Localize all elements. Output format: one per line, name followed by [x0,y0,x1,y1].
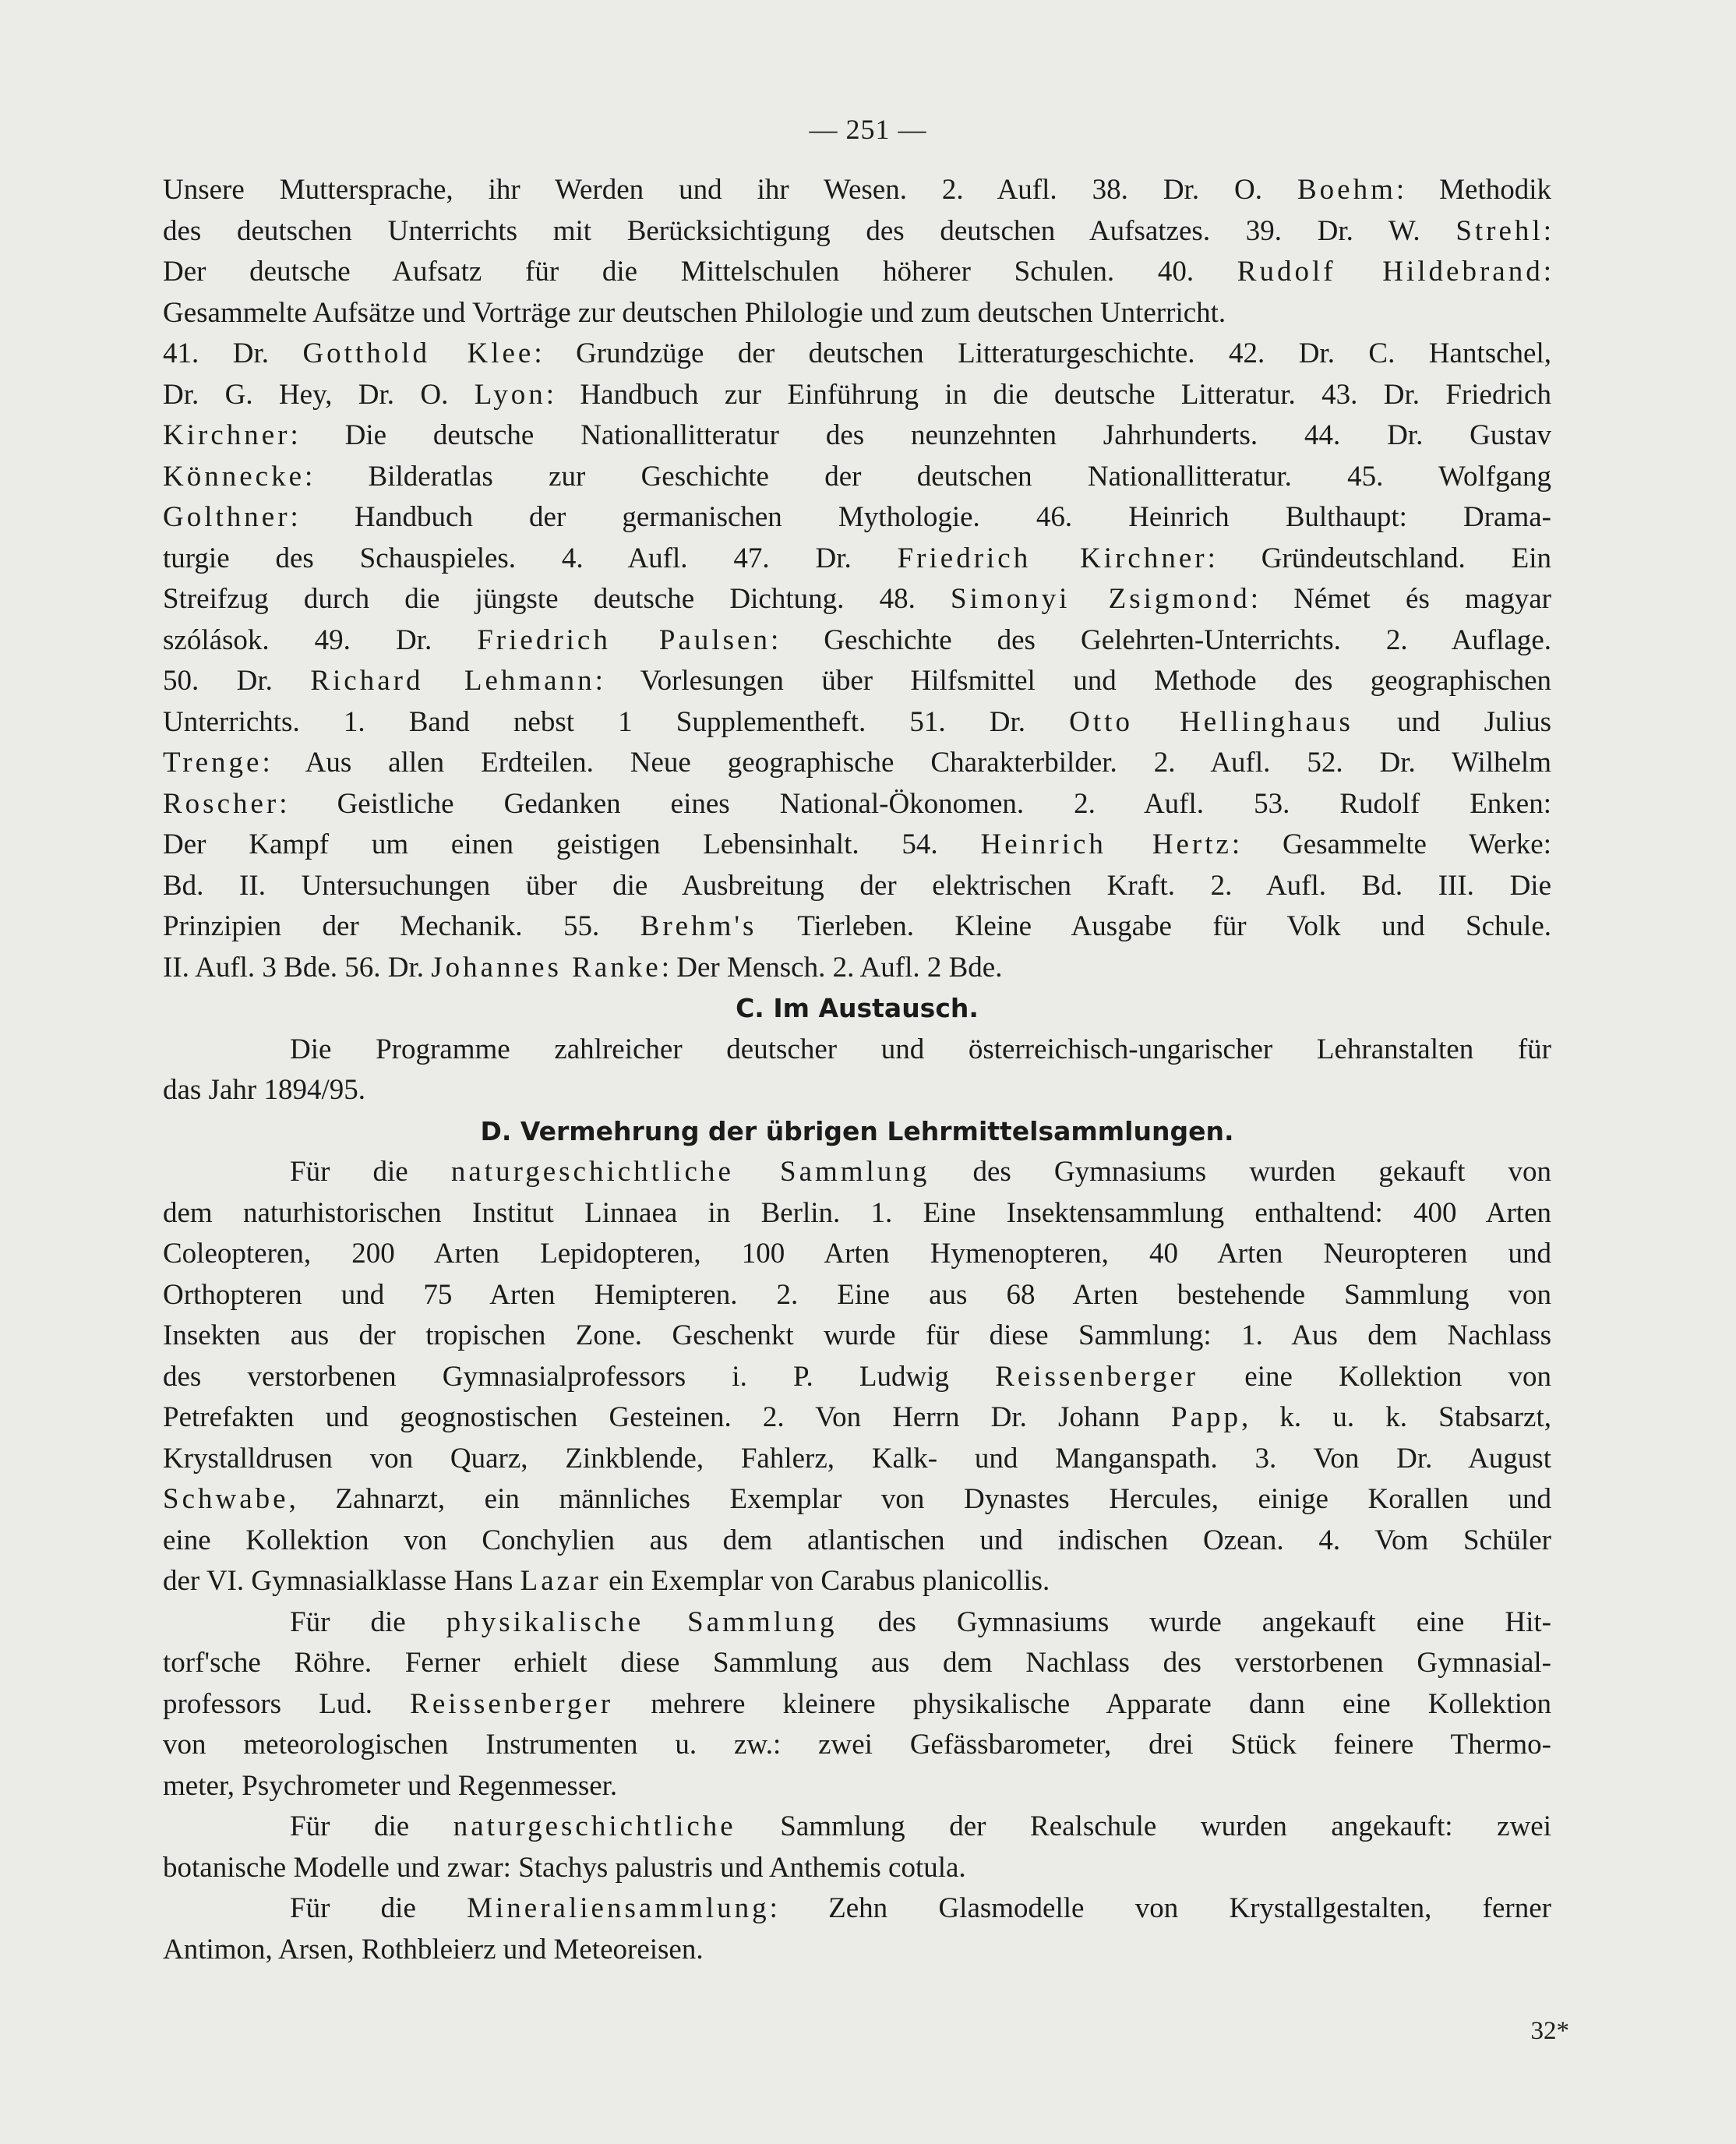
text-line [163,948,1551,989]
text-run: Streifzug durch die jüngste deutsche Dichtung. 48. [163,583,951,615]
spaced-name: Gotthold Klee [302,337,535,369]
spaced-name: Schwabe [163,1483,289,1515]
text-line [163,620,1551,662]
text-run: : Die deutsche Nationallitteratur des neunzehnten Jahrhunderts. 44. Dr. Gustav [290,419,1551,451]
heading-c: C. Im Austausch. [736,993,979,1023]
text-line [163,1602,1551,1644]
spaced-name: Strehl [1455,214,1544,247]
text-run: eine Kollektion von Conchylien aus dem atlantischen und indischen Ozean. 4. Vom Schüler [163,1524,1551,1556]
text-line [163,539,1551,580]
text-run: : Gesammelte Werke: [1231,828,1551,860]
text-line [163,702,1551,744]
text-line [163,1643,1551,1684]
text-run: Orthopteren und 75 Arten Hemipteren. 2. Eine aus 68 Arten bestehende Sammlung von [163,1278,1551,1311]
text-line [163,1807,1551,1848]
text-run: : Zehn Glasmodelle von Krystallgestalten, ferner [769,1892,1551,1924]
text-run: von meteorologischen Instrumenten u. zw.: zwei Gefässbarometer, drei Stück feinere Thermo- [163,1729,1551,1761]
text-run: der VI. Gymnasialklasse Hans [163,1565,520,1597]
text-run: und Julius [1353,705,1551,738]
spaced-name: Papp [1171,1401,1242,1433]
text-run: : Methodik [1396,174,1551,206]
spaced-name: Lyon [474,378,546,411]
text-run: dem naturhistorischen Institut Linnaea in Berlin. 1. Eine Insektensammlung enthaltend: 400 Arten [163,1196,1551,1229]
text-line [163,906,1551,948]
spaced-name: Friedrich Kirchner [897,542,1208,574]
text-line [163,1030,1551,1071]
text-line [163,1152,1551,1193]
text-line [163,1766,1551,1807]
text-line [163,170,1551,211]
text-run: Der Kampf um einen geistigen Lebensinhalt. 54. [163,828,981,860]
spaced-name: Kirchner [163,419,291,451]
spaced-name: Reissenberger [995,1360,1199,1393]
text-run: : [1543,214,1551,247]
spaced-name: Rudolf Hildebrand [1237,256,1544,288]
text-run: : [1543,256,1551,288]
text-line [163,1357,1551,1398]
text-run: eine Kollektion von [1198,1360,1552,1393]
text-run: : Handbuch der germanischen Mythologie. 46. Heinrich Bulthaupt: Drama- [290,501,1551,533]
spaced-name: Reissenberger [410,1687,614,1720]
spaced-name: Boehm [1297,174,1396,206]
text-run: des Gymnasiums wurden gekauft von [930,1156,1552,1188]
text-line [163,866,1551,907]
text-run: Krystalldrusen von Quarz, Zinkblende, Fahlerz, Kalk- und Manganspath. 3. Von Dr. August [163,1442,1551,1475]
text-run: 41. Dr. [163,337,303,369]
text-run: Für die [290,1892,468,1924]
text-run: torf'sche Röhre. Ferner erhielt diese Sammlung aus dem Nachlass des verstorbenen Gymnasial- [163,1647,1551,1679]
text-line [163,497,1551,539]
text-line [163,334,1551,375]
text-line [163,784,1551,825]
text-run: 50. Dr. [163,665,311,697]
text-run: des verstorbenen Gymnasialprofessors i. P. Ludwig [163,1360,996,1393]
spaced-name: Richard Lehmann [310,665,595,697]
text-run: Tierleben. Kleine Ausgabe für Volk und Schule. [757,910,1551,942]
text-run: : Aus allen Erdteilen. Neue geographische Charakterbilder. 2. Aufl. 52. Dr. Wilhelm [262,747,1551,779]
text-run: Petrefakten und geognostischen Gesteinen. 2. Von Herrn Dr. Johann [163,1401,1172,1433]
text-line [163,1316,1551,1357]
heading-d: D. Vermehrung der übrigen Lehrmittelsammlungen. [480,1115,1234,1146]
text-run: : Vorlesungen über Hilfsmittel und Methode des geographischen [595,665,1551,697]
text-run: Für die [290,1810,453,1842]
body-text [163,170,1551,1970]
text-line [163,825,1551,866]
text-run: : Handbuch zur Einführung in die deutsche Litteratur. 43. Dr. Friedrich [545,378,1551,411]
text-run: meter, Psychrometer und Regenmesser. [163,1769,618,1802]
text-run: botanische Modelle und zwar: Stachys palustris und Anthemis cotula. [163,1851,966,1884]
text-line [163,1725,1551,1766]
text-run: szólások. 49. Dr. [163,623,478,656]
text-run: : Geschichte des Gelehrten-Unterrichts. 2. Auflage. [770,623,1551,656]
text-line [163,1930,1551,1971]
text-run: Sammlung der Realschule wurden angekauft: zwei [736,1810,1551,1842]
text-run: Die Programme zahlreicher deutscher und österreichisch-ungarischer Lehranstalten für [290,1033,1551,1065]
text-run: das Jahr 1894/95. [163,1074,365,1106]
section-d-text [163,1152,1551,1970]
spaced-name: Roscher [163,787,280,820]
text-run: : Geistliche Gedanken eines National-Ökonomen. 2. Aufl. 53. Rudolf Enken: [279,787,1551,820]
text-run: : Gründeutschland. Ein [1207,542,1551,574]
text-line [163,1561,1551,1602]
text-line [163,1397,1551,1439]
text-run: Bd. II. Untersuchungen über die Ausbreitung der elektrischen Kraft. 2. Aufl. Bd. III. Die [163,869,1551,902]
section-b-list [163,170,1551,988]
text-run: Coleopteren, 200 Arten Lepidopteren, 100 Arten Hymenopteren, 40 Arten Neuropteren und [163,1238,1551,1270]
text-run: mehrere kleinere physikalische Apparate dann eine Kollektion [613,1687,1551,1720]
text-run: : Bilderatlas zur Geschichte der deutschen Nationallitteratur. 45. Wolfgang [305,460,1551,493]
text-line [163,1070,1551,1111]
text-line [163,579,1551,620]
text-line [163,457,1551,498]
text-line [163,1275,1551,1316]
text-line [163,1234,1551,1275]
text-run: des deutschen Unterrichts mit Berücksichtigung des deutschen Aufsatzes. 39. Dr. W. [163,214,1456,247]
spaced-name: naturgeschichtliche [453,1810,736,1842]
text-run: : Grundzüge der deutschen Litteraturgeschichte. 42. Dr. C. Hantschel, [534,337,1552,369]
text-run: Dr. G. Hey, Dr. O. [163,378,475,411]
text-run: , Zahnarzt, ein männliches Exemplar von Dynastes Hercules, einige Korallen und [288,1483,1551,1515]
spaced-name: Friedrich Paulsen [477,623,771,656]
text-run: : Német és magyar [1250,583,1551,615]
spaced-name: Golthner [163,501,291,533]
text-line [163,1479,1551,1521]
spaced-name: Simonyi Zsigmond [951,583,1251,615]
spaced-name: Heinrich Hertz [980,828,1232,860]
spaced-name: Trenge [163,747,263,779]
spaced-name: Johannes Ranke [431,951,662,984]
text-line [163,661,1551,702]
text-run: : Der Mensch. 2. Aufl. 2 Bde. [661,951,1003,984]
spaced-name: Mineraliensammlung [467,1892,770,1924]
section-c-text [163,1030,1551,1111]
spaced-name: Könnecke [163,460,305,493]
text-line [163,211,1551,253]
text-run: Für die [290,1156,451,1188]
signature-mark: 32* [1530,2017,1569,2045]
text-line [163,1521,1551,1562]
spaced-name: naturgeschichtliche Sammlung [450,1156,930,1188]
text-run: Antimon, Arsen, Rothbleierz und Meteoreisen. [163,1933,704,1966]
text-run: ein Exemplar von Carabus planicollis. [601,1565,1050,1597]
text-run: turgie des Schauspieles. 4. Aufl. 47. Dr. [163,542,898,574]
spaced-name: physikalische Sammlung [446,1605,838,1638]
text-line [163,1193,1551,1234]
page-number: — 251 — [809,114,927,145]
text-line [163,415,1551,457]
text-line [163,743,1551,784]
text-line [163,1848,1551,1889]
text-run: Prinzipien der Mechanik. 55. [163,910,640,942]
spaced-name: Brehm's [640,910,757,942]
text-run: Der deutsche Aufsatz für die Mittelschulen höherer Schulen. 40. [163,256,1237,288]
text-run: Insekten aus der tropischen Zone. Geschenkt wurde für diese Sammlung: 1. Aus dem Nachlass [163,1319,1551,1351]
spaced-name: Lazar [520,1565,602,1597]
spaced-name: Otto Hellinghaus [1069,705,1353,738]
text-line [163,1888,1551,1930]
text-line [163,1439,1551,1480]
text-run: professors Lud. [163,1687,411,1720]
text-line [163,252,1551,293]
text-run: Unsere Muttersprache, ihr Werden und ihr Wesen. 2. Aufl. 38. Dr. O. [163,174,1297,206]
text-run: , k. u. k. Stabsarzt, [1241,1401,1552,1433]
text-line [163,375,1551,416]
text-line [163,293,1551,334]
text-line [163,1684,1551,1725]
text-run: Unterrichts. 1. Band nebst 1 Supplementheft. 51. Dr. [163,705,1070,738]
text-run: II. Aufl. 3 Bde. 56. Dr. [163,951,432,984]
text-run: Gesammelte Aufsätze und Vorträge zur deutschen Philologie und zum deutschen Unterricht. [163,296,1226,329]
text-run: des Gymnasiums wurde angekauft eine Hit- [837,1605,1551,1638]
text-run: Für die [290,1605,446,1638]
